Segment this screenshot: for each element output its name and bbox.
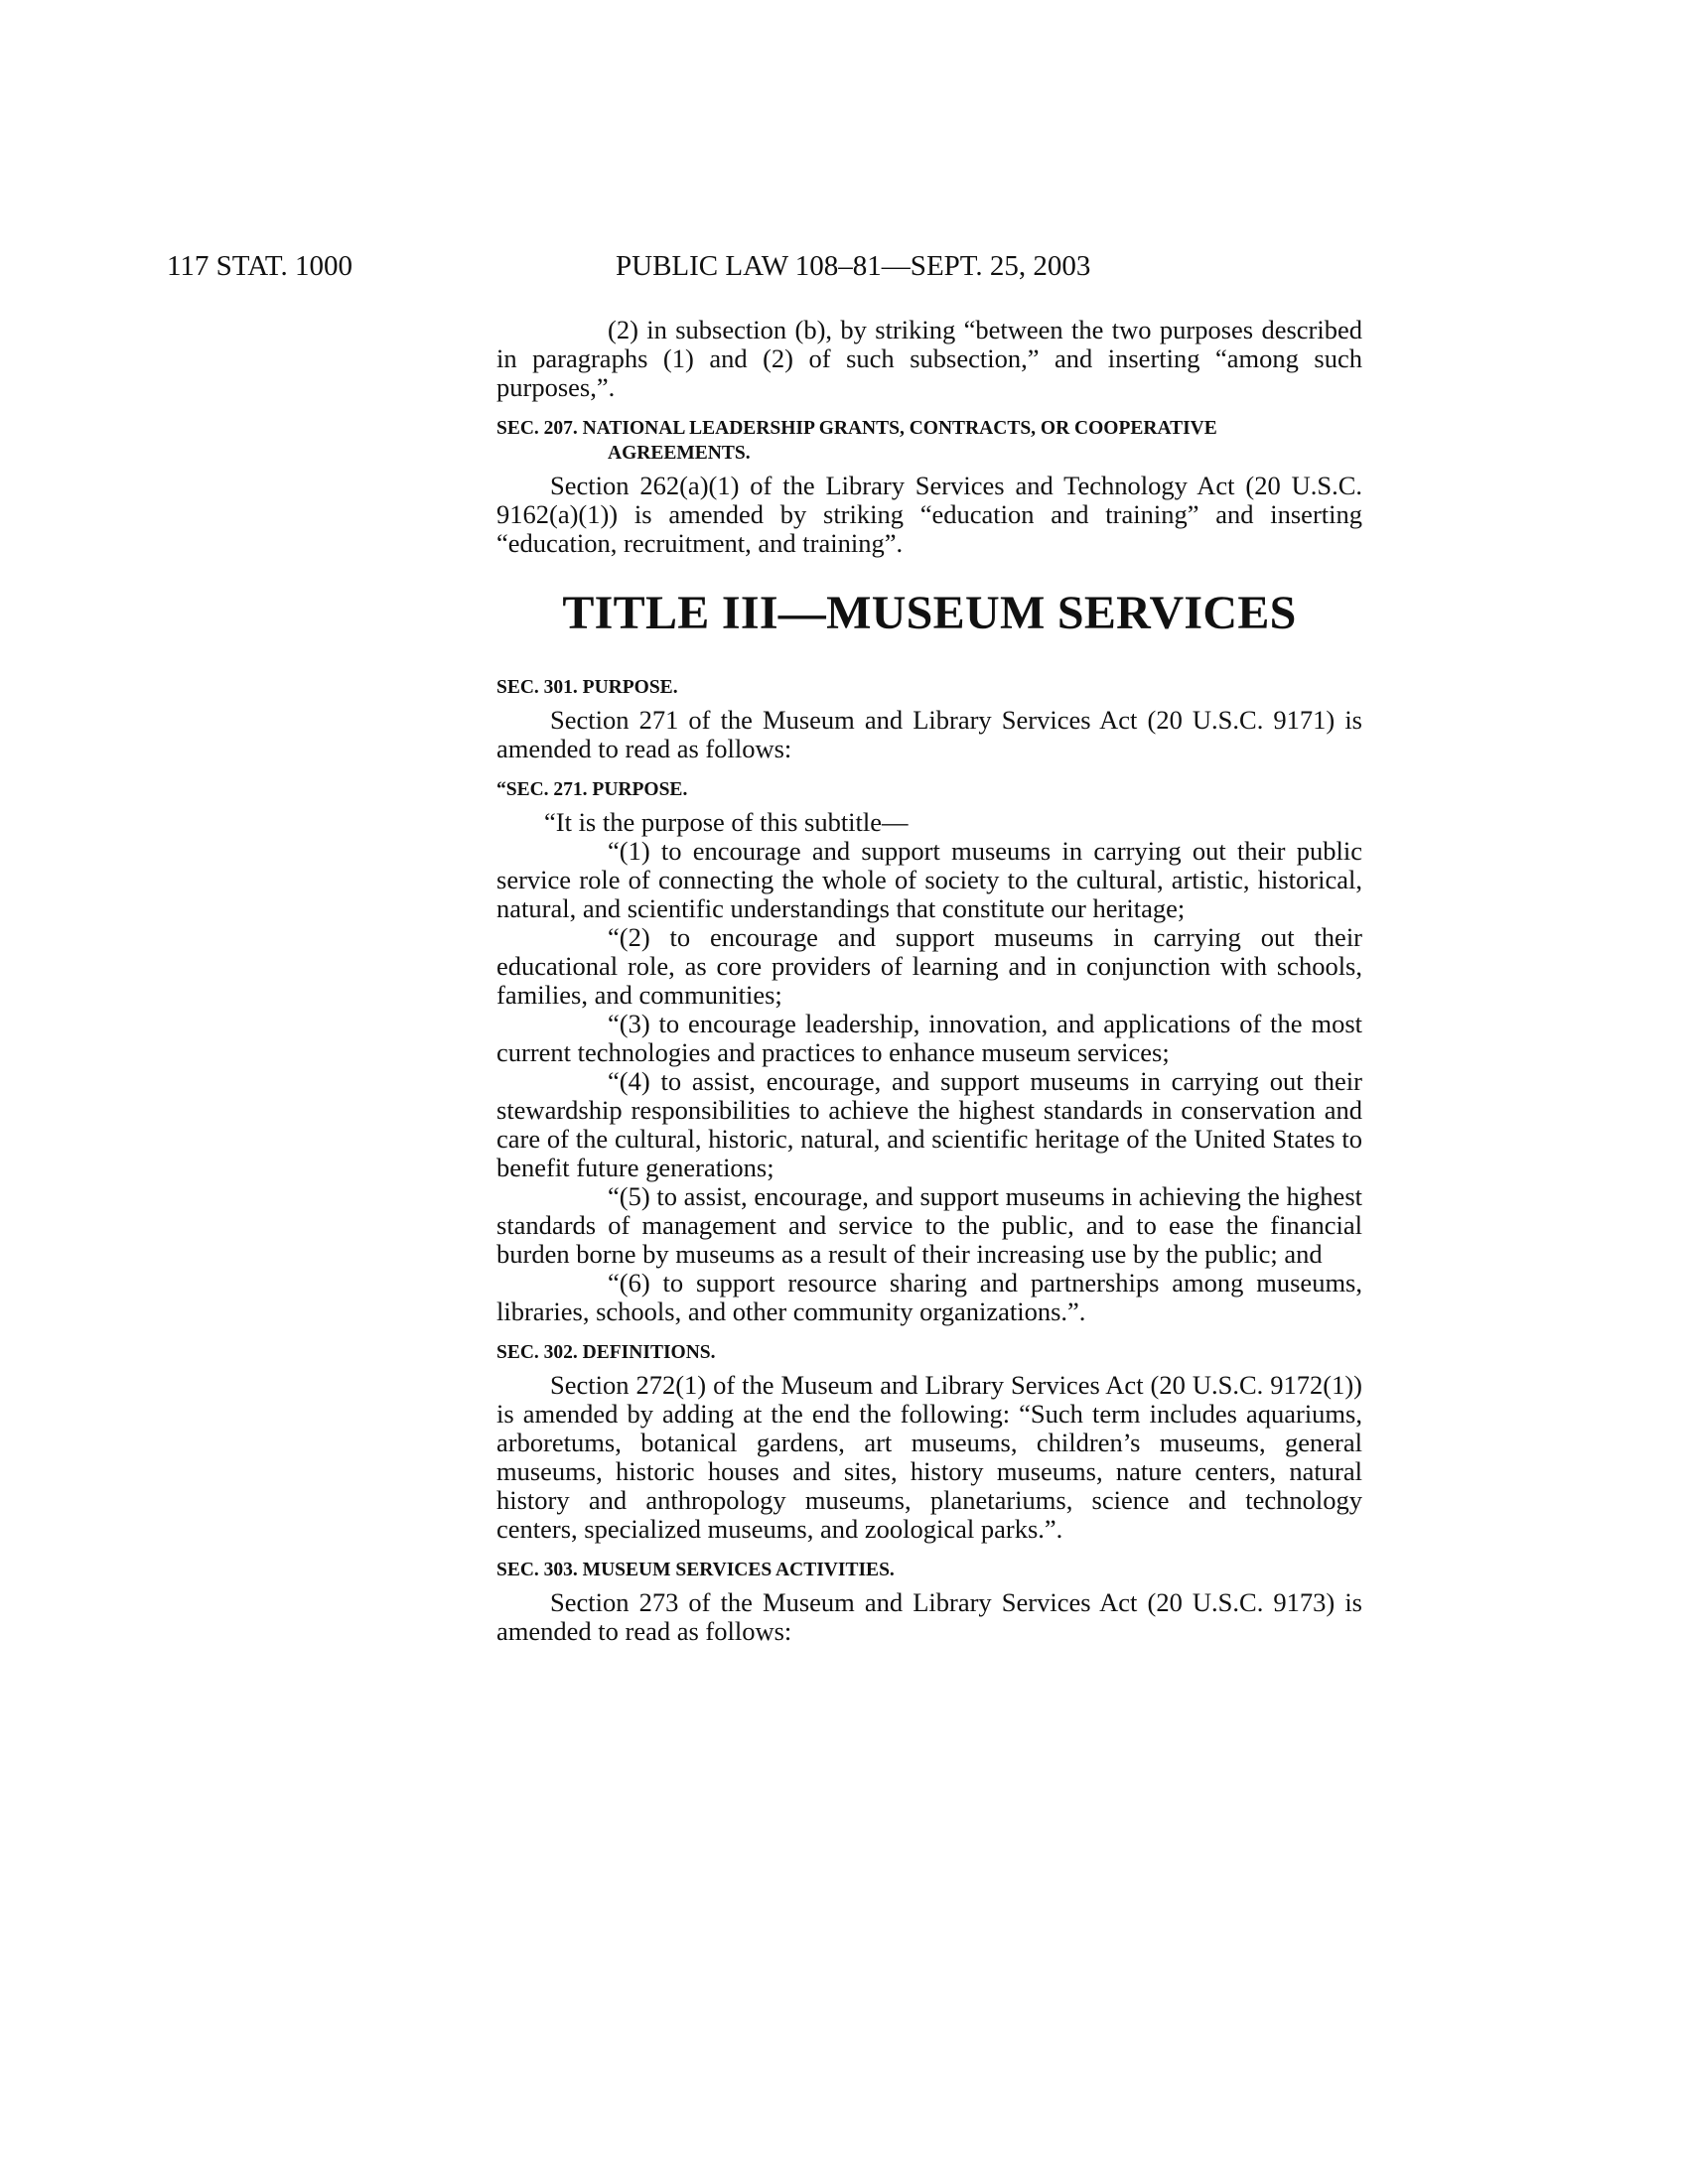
title-iii-heading: TITLE III—MUSEUM SERVICES [562,587,1297,639]
paragraph-subsection-b: (2) in subsection (b), by striking “between the two purposes described in paragraphs (1) and (2) of such subsection,” and inserting “among such purposes,”. [496,315,1362,402]
section-207-text: Section 262(a)(1) of the Library Services and Technology Act (20 U.S.C. 9162(a)(1)) is amended by striking “education and training” and inserting “education, recruitment, and training”. [496,471,1362,558]
document-body [496,316,1362,1646]
section-303-text: Section 273 of the Museum and Library Services Act (20 U.S.C. 9173) is amended to read as follows: [496,1587,1362,1646]
section-301-text: Section 271 of the Museum and Library Services Act (20 U.S.C. 9171) is amended to read as follows: [496,705,1362,763]
section-302-text: Section 272(1) of the Museum and Library Services Act (20 U.S.C. 9172(1)) is amended by adding at the end the following: “Such term includes aquariums, arboretums, botanical gardens, art museums, children’s museums, general museums, historic houses and sites, history museums, nature centers, natural history and anthropology museums, planetariums, science and technology centers, specialized museums, and zoological parks.”. [496,1370,1362,1544]
section-271-intro: “It is the purpose of this subtitle— [544,807,909,837]
purpose-item: “(3) to encourage leadership, innovation, and applications of the most current technologies and practices to enhance museum services; [496,1009,1362,1067]
purpose-item: “(2) to encourage and support museums in carrying out their educational role, as core providers of learning and in conjunction with schools, families, and communities; [496,922,1362,1010]
purpose-item: “(4) to assist, encourage, and support museums in carrying out their stewardship responsibilities to achieve the highest standards in conservation and care of the cultural, historic, natural, and scientific heritage of the United States to benefit future generations; [496,1066,1362,1182]
section-302-heading: SEC. 302. DEFINITIONS. [496,1342,716,1363]
section-301-heading: SEC. 301. PURPOSE. [496,677,678,698]
purpose-item: “(6) to support resource sharing and partnerships among museums, libraries, schools, and other community organizations.”. [496,1268,1362,1326]
running-head [167,246,1358,286]
section-271-heading: “SEC. 271. PURPOSE. [496,779,688,800]
purpose-item: “(5) to assist, encourage, and support museums in achieving the highest standards of management and service to the public, and to ease the financial burden borne by museums as a result of their increasing use by the public; and [496,1181,1362,1269]
section-207-heading: SEC. 207. NATIONAL LEADERSHIP GRANTS, CONTRACTS, OR COOPERATIVE AGREEMENTS. [496,418,1217,464]
section-303-heading: SEC. 303. MUSEUM SERVICES ACTIVITIES. [496,1560,895,1580]
law-citation: PUBLIC LAW 108–81—SEPT. 25, 2003 [616,250,1091,282]
purpose-item: “(1) to encourage and support museums in carrying out their public service role of connecting the whole of society to the cultural, artistic, historical, natural, and scientific understandings that constitute our heritage; [496,836,1362,923]
stat-citation: 117 STAT. 1000 [167,250,352,282]
